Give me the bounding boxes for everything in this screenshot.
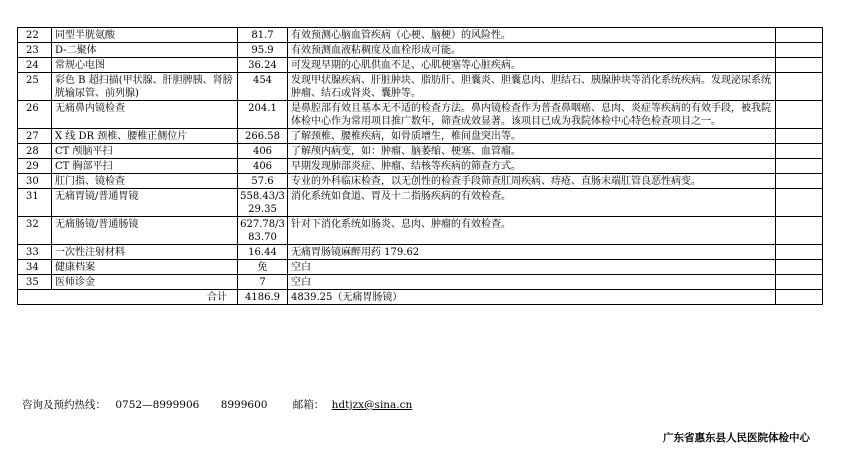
cell-description: 了解颈椎、腰椎疾病，如骨质增生，椎间盘突出等。 <box>288 129 776 144</box>
cell-description: 可发现早期的心肌供血不足、心肌梗塞等心脏疾病。 <box>288 58 776 73</box>
cell-remark <box>776 189 823 217</box>
cell-no: 31 <box>18 189 52 217</box>
cell-item: 无痛胃镜/普通胃镜 <box>52 189 238 217</box>
cell-remark <box>776 245 823 260</box>
table-row <box>18 174 823 189</box>
table-row <box>18 28 823 43</box>
total-row <box>18 290 823 305</box>
cell-price: 7 <box>238 275 288 290</box>
cell-item: 常规心电图 <box>52 58 238 73</box>
cell-price: 454 <box>238 73 288 101</box>
table-row <box>18 43 823 58</box>
cell-description: 是鼻腔部有效且基本无不适的检查方法。鼻内镜检查作为普查鼻咽癌、息肉、炎症等疾病的有效手段，被我院体检中心作为常用项目推广数年，筛查成效显著。该项目已成为我院体检中心特色检查项目之一。 <box>288 101 776 129</box>
cell-item: CT 颅脑平扫 <box>52 144 238 159</box>
hotline-label: 咨询及预约热线： <box>22 399 106 411</box>
cell-price: 204.1 <box>238 101 288 129</box>
cell-remark <box>776 275 823 290</box>
exam-items-table <box>17 27 823 305</box>
cell-price: 95.9 <box>238 43 288 58</box>
cell-item: 彩色 B 超扫描(甲状腺、肝胆脾胰、肾膀胱输尿管、前列腺) <box>52 73 238 101</box>
cell-remark <box>776 58 823 73</box>
cell-price: 558.43/329.35 <box>238 189 288 217</box>
cell-remark <box>776 159 823 174</box>
cell-no: 27 <box>18 129 52 144</box>
cell-description: 了解颅内病变，如：肿瘤、脑萎缩、梗塞、血管瘤。 <box>288 144 776 159</box>
cell-price: 406 <box>238 144 288 159</box>
cell-description: 空白 <box>288 275 776 290</box>
cell-no: 25 <box>18 73 52 101</box>
table-row <box>18 189 823 217</box>
table-row <box>18 260 823 275</box>
cell-no: 28 <box>18 144 52 159</box>
cell-description: 专业的外科临床检查，以无创性的检查手段筛查肛周疾病、痔疮、直肠末端肛管良恶性病变。 <box>288 174 776 189</box>
cell-description: 早期发现肺部炎症、肿瘤、结核等疾病的筛查方式。 <box>288 159 776 174</box>
table-row <box>18 217 823 245</box>
table-row <box>18 101 823 129</box>
total-label: 合计 <box>18 290 238 305</box>
cell-description: 发现甲状腺疾病、肝脏肿块、脂肪肝、胆囊炎、胆囊息肉、胆结石、胰腺肿块等消化系统疾病。发现泌尿系统肿瘤、结石或肾炎、囊肿等。 <box>288 73 776 101</box>
cell-no: 35 <box>18 275 52 290</box>
cell-no: 22 <box>18 28 52 43</box>
table-row <box>18 159 823 174</box>
table-row <box>18 129 823 144</box>
cell-description: 有效预测血液粘稠度及血栓形成可能。 <box>288 43 776 58</box>
cell-price: 16.44 <box>238 245 288 260</box>
total-note: 4839.25（无痛胃肠镜） <box>288 290 776 305</box>
cell-item: 医师诊金 <box>52 275 238 290</box>
cell-remark <box>776 73 823 101</box>
cell-description: 消化系统如食道、胃及十二指肠疾病的有效检查。 <box>288 189 776 217</box>
cell-no: 23 <box>18 43 52 58</box>
table-row <box>18 275 823 290</box>
cell-price: 627.78/383.70 <box>238 217 288 245</box>
cell-no: 30 <box>18 174 52 189</box>
hotline-phone-2: 8999600 <box>220 399 268 411</box>
cell-remark <box>776 260 823 275</box>
cell-description: 无痛胃肠镜麻醉用药 179.62 <box>288 245 776 260</box>
table-row <box>18 245 823 260</box>
cell-item: 健康档案 <box>52 260 238 275</box>
cell-price: 57.6 <box>238 174 288 189</box>
cell-price: 266.58 <box>238 129 288 144</box>
cell-no: 26 <box>18 101 52 129</box>
cell-item: D-二聚体 <box>52 43 238 58</box>
table-row <box>18 73 823 101</box>
cell-description: 有效预测心脑血管疾病（心梗、脑梗）的风险性。 <box>288 28 776 43</box>
cell-no: 34 <box>18 260 52 275</box>
cell-description: 空白 <box>288 260 776 275</box>
cell-item: CT 胸部平扫 <box>52 159 238 174</box>
organization-name: 广东省惠东县人民医院体检中心 <box>663 432 810 444</box>
cell-remark <box>776 43 823 58</box>
table-row <box>18 144 823 159</box>
cell-item: X 线 DR 颈椎、腰椎正侧位片 <box>52 129 238 144</box>
cell-item: 一次性注射材料 <box>52 245 238 260</box>
cell-item: 无痛鼻内镜检查 <box>52 101 238 129</box>
cell-item: 无痛肠镜/普通肠镜 <box>52 217 238 245</box>
cell-item: 同型半胱氨酸 <box>52 28 238 43</box>
cell-price: 81.7 <box>238 28 288 43</box>
email-link[interactable]: hdtjzx@sina.cn <box>331 399 413 411</box>
hotline-phone-1: 0752—8999906 <box>115 399 200 411</box>
email-label: 邮箱： <box>292 399 325 411</box>
cell-price: 406 <box>238 159 288 174</box>
cell-remark <box>776 28 823 43</box>
cell-no: 29 <box>18 159 52 174</box>
cell-item: 肛门指、镜检查 <box>52 174 238 189</box>
cell-price: 36.24 <box>238 58 288 73</box>
total-remark <box>776 290 823 305</box>
cell-remark <box>776 144 823 159</box>
cell-remark <box>776 101 823 129</box>
cell-remark <box>776 174 823 189</box>
contact-line <box>22 397 412 412</box>
cell-remark <box>776 217 823 245</box>
cell-no: 33 <box>18 245 52 260</box>
cell-no: 32 <box>18 217 52 245</box>
cell-remark <box>776 129 823 144</box>
total-sum: 4186.9 <box>238 290 288 305</box>
cell-description: 针对下消化系统如肠炎、息肉、肿瘤的有效检查。 <box>288 217 776 245</box>
cell-no: 24 <box>18 58 52 73</box>
cell-price: 免 <box>238 260 288 275</box>
table-row <box>18 58 823 73</box>
